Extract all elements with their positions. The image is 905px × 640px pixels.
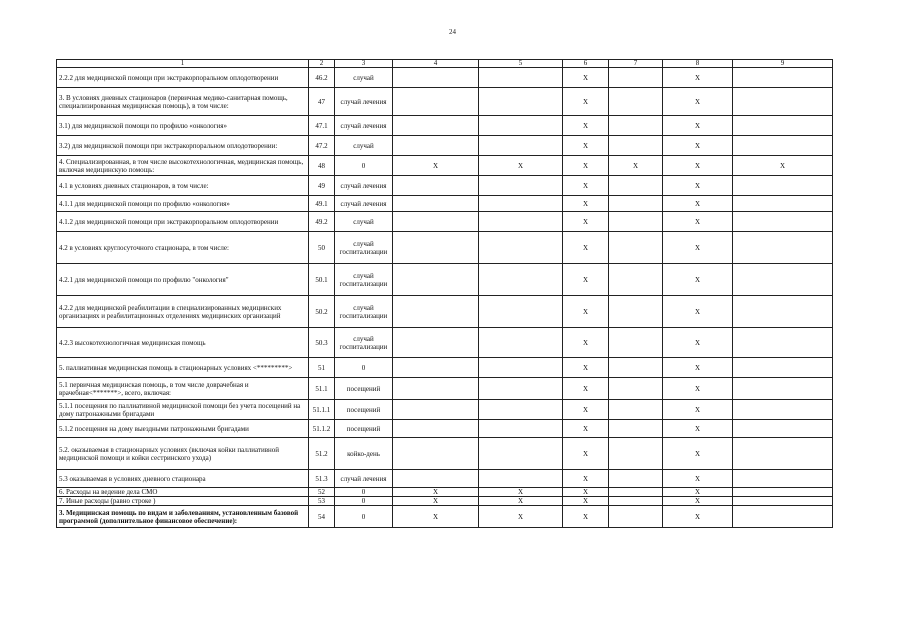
cell-c8 [733,378,833,400]
cell-c8 [733,296,833,328]
row-description: 2.2.2 для медицинской помощи при экстракорпоральном оплодотворении [57,68,309,88]
cell-c7: X [663,68,733,88]
row-description: 4.1 в условиях дневных стационаров, в том числе: [57,176,309,196]
row-code: 50.1 [309,264,335,296]
table-row [57,212,833,232]
table-body [57,60,833,528]
row-description: 4.2.2 для медицинской реабилитации в специализированных медицинских организациях и реабилитационных отделениях медицинских организаций [57,296,309,328]
cell-c6 [609,506,663,528]
row-code: 50 [309,232,335,264]
cell-c8 [733,328,833,358]
cell-c3 [393,136,479,156]
row-description: 4.2.3 высокотехнологичная медицинская помощь [57,328,309,358]
cell-c4 [479,296,563,328]
cell-c3 [393,196,479,212]
cell-c6 [609,196,663,212]
row-unit: 0 [335,488,393,497]
table-row [57,497,833,506]
cell-c4: X [479,488,563,497]
column-header: 6 [563,60,609,68]
cell-c4: X [479,506,563,528]
table-row [57,264,833,296]
cell-c6: X [609,156,663,176]
cell-c4: X [479,497,563,506]
cell-c6 [609,400,663,420]
cell-c7: X [663,156,733,176]
cell-c4 [479,438,563,470]
cell-c3 [393,400,479,420]
row-description: 4.2.1 для медицинской помощи по профилю "онкология" [57,264,309,296]
cell-c5: X [563,116,609,136]
cell-c3 [393,470,479,488]
cell-c6 [609,470,663,488]
cell-c8 [733,176,833,196]
row-unit: посещений [335,420,393,438]
cell-c4 [479,196,563,212]
table-row [57,156,833,176]
row-code: 51.3 [309,470,335,488]
cell-c8: X [733,156,833,176]
cell-c5: X [563,378,609,400]
cell-c4: X [479,156,563,176]
row-code: 51 [309,358,335,378]
cell-c3: X [393,497,479,506]
cell-c6 [609,68,663,88]
row-code: 53 [309,497,335,506]
cell-c8 [733,488,833,497]
cell-c8 [733,358,833,378]
row-code: 47.1 [309,116,335,136]
cell-c7: X [663,488,733,497]
cell-c8 [733,116,833,136]
cell-c6 [609,420,663,438]
row-code: 50.3 [309,328,335,358]
cell-c6 [609,488,663,497]
cell-c8 [733,232,833,264]
cell-c8 [733,68,833,88]
row-code: 47.2 [309,136,335,156]
cell-c5: X [563,156,609,176]
cell-c4 [479,136,563,156]
cell-c3 [393,438,479,470]
table-row [57,378,833,400]
row-code: 47 [309,88,335,116]
cell-c5: X [563,136,609,156]
cell-c7: X [663,506,733,528]
cell-c8 [733,88,833,116]
cell-c8 [733,136,833,156]
cell-c4 [479,470,563,488]
cell-c3 [393,176,479,196]
row-code: 48 [309,156,335,176]
row-description: 4.1.1 для медицинской помощи по профилю «онкология» [57,196,309,212]
cell-c7: X [663,400,733,420]
table-row [57,420,833,438]
row-code: 49.1 [309,196,335,212]
cell-c8 [733,264,833,296]
cell-c5: X [563,264,609,296]
cell-c6 [609,378,663,400]
table-row [57,506,833,528]
row-code: 51.1.1 [309,400,335,420]
row-unit: 0 [335,358,393,378]
cell-c3 [393,212,479,232]
cell-c5: X [563,68,609,88]
cell-c3: X [393,156,479,176]
cell-c5: X [563,176,609,196]
row-code: 50.2 [309,296,335,328]
cell-c6 [609,136,663,156]
cell-c5: X [563,420,609,438]
row-description: 5.1.2 посещения на дому выездными патронажными бригадами [57,420,309,438]
cell-c3 [393,358,479,378]
row-description: 5.3 оказываемая в условиях дневного стационара [57,470,309,488]
column-header: 2 [309,60,335,68]
cell-c5: X [563,358,609,378]
cell-c5: X [563,438,609,470]
cell-c3 [393,328,479,358]
row-unit: случай [335,136,393,156]
column-header: 7 [609,60,663,68]
cell-c5: X [563,296,609,328]
row-unit: случай госпитализации [335,328,393,358]
cell-c7: X [663,176,733,196]
table-row [57,116,833,136]
column-header: 1 [57,60,309,68]
cell-c8 [733,196,833,212]
cell-c7: X [663,497,733,506]
cell-c7: X [663,232,733,264]
row-code: 49 [309,176,335,196]
cell-c5: X [563,470,609,488]
row-description: 4.1.2 для медицинской помощи при экстракорпоральном оплодотворении [57,212,309,232]
table-row [57,196,833,212]
cell-c3 [393,296,479,328]
cell-c7: X [663,378,733,400]
cell-c7: X [663,438,733,470]
cell-c7: X [663,358,733,378]
row-unit: посещений [335,400,393,420]
cell-c4 [479,68,563,88]
row-code: 54 [309,506,335,528]
cell-c8 [733,506,833,528]
row-description: 3. Медицинская помощь по видам и заболеваниям, установленным базовой программой (дополнительное финансовое обеспечение): [57,506,309,528]
cell-c3 [393,68,479,88]
cell-c4 [479,116,563,136]
row-code: 51.1 [309,378,335,400]
table-row [57,176,833,196]
table-row [57,488,833,497]
table-row [57,470,833,488]
cell-c8 [733,400,833,420]
table-row [57,438,833,470]
cell-c7: X [663,88,733,116]
cell-c6 [609,328,663,358]
cell-c4 [479,358,563,378]
cell-c8 [733,470,833,488]
cell-c8 [733,420,833,438]
row-unit: случай [335,212,393,232]
cell-c5: X [563,196,609,212]
cell-c6 [609,264,663,296]
row-description: 4. Специализированная, в том числе высокотехнологичная, медицинская помощь, включая медицинскую помощь: [57,156,309,176]
row-description: 4.2 в условиях круглосуточного стационара, в том числе: [57,232,309,264]
cell-c6 [609,212,663,232]
cell-c7: X [663,296,733,328]
row-unit: случай лечения [335,470,393,488]
cell-c7: X [663,470,733,488]
cell-c3: X [393,488,479,497]
cell-c4 [479,212,563,232]
cell-c5: X [563,328,609,358]
row-unit: случай лечения [335,176,393,196]
row-description: 5.1 первичная медицинская помощь, в том числе доврачебная и врачебная<*******>, всего, включая: [57,378,309,400]
cell-c3 [393,378,479,400]
table-row [57,68,833,88]
cell-c7: X [663,420,733,438]
cell-c5: X [563,506,609,528]
table-row [57,296,833,328]
cell-c6 [609,296,663,328]
row-unit: случай лечения [335,116,393,136]
cell-c4 [479,264,563,296]
row-unit: случай госпитализации [335,232,393,264]
cell-c6 [609,116,663,136]
cell-c6 [609,497,663,506]
row-code: 52 [309,488,335,497]
row-description: 3.1) для медицинской помощи по профилю «онкология» [57,116,309,136]
cell-c5: X [563,232,609,264]
cell-c3 [393,232,479,264]
cell-c4 [479,232,563,264]
row-unit: 0 [335,156,393,176]
cell-c6 [609,232,663,264]
row-description: 7. Иные расходы (равно строке ) [57,497,309,506]
cell-c3 [393,264,479,296]
cell-c7: X [663,264,733,296]
cell-c7: X [663,136,733,156]
row-unit: случай госпитализации [335,264,393,296]
cell-c5: X [563,88,609,116]
cell-c6 [609,438,663,470]
row-description: 5.1.1 посещения по паллиативной медицинской помощи без учета посещений на дому патронажными бригадами [57,400,309,420]
cell-c8 [733,438,833,470]
column-header: 3 [335,60,393,68]
page-number: 24 [449,28,456,36]
column-header: 8 [663,60,733,68]
table-row [57,358,833,378]
cell-c6 [609,88,663,116]
cell-c5: X [563,400,609,420]
cell-c4 [479,378,563,400]
row-unit: случай [335,68,393,88]
row-code: 51.1.2 [309,420,335,438]
cell-c7: X [663,196,733,212]
data-table [56,59,833,528]
row-code: 46.2 [309,68,335,88]
row-unit: 0 [335,506,393,528]
cell-c4 [479,420,563,438]
cell-c6 [609,358,663,378]
cell-c8 [733,212,833,232]
cell-c3 [393,116,479,136]
cell-c5: X [563,212,609,232]
cell-c3 [393,88,479,116]
row-code: 49.2 [309,212,335,232]
row-description: 3.2) для медицинской помощи при экстракорпоральном оплодотворении: [57,136,309,156]
row-unit: случай госпитализации [335,296,393,328]
row-description: 5. паллиативная медицинская помощь в стационарных условиях <*********> [57,358,309,378]
cell-c7: X [663,212,733,232]
cell-c7: X [663,116,733,136]
row-unit: случай лечения [335,88,393,116]
row-description: 5.2. оказываемая в стационарных условиях (включая койки паллиативной медицинской помощи и койки сестринского ухода) [57,438,309,470]
cell-c4 [479,328,563,358]
column-header: 9 [733,60,833,68]
row-unit: случай лечения [335,196,393,212]
table-row [57,136,833,156]
cell-c3 [393,420,479,438]
cell-c4 [479,400,563,420]
column-number-row [57,60,833,68]
column-header: 5 [479,60,563,68]
table-row [57,328,833,358]
cell-c6 [609,176,663,196]
cell-c3: X [393,506,479,528]
table-row [57,88,833,116]
row-code: 51.2 [309,438,335,470]
row-description: 6. Расходы на ведение дела СМО [57,488,309,497]
cell-c7: X [663,328,733,358]
column-header: 4 [393,60,479,68]
row-unit: посещений [335,378,393,400]
row-unit: 0 [335,497,393,506]
table-row [57,400,833,420]
cell-c4 [479,88,563,116]
cell-c5: X [563,488,609,497]
table-row [57,232,833,264]
cell-c8 [733,497,833,506]
cell-c4 [479,176,563,196]
cell-c5: X [563,497,609,506]
row-description: 3. В условиях дневных стационаров (первичная медико-санитарная помощь, специализированная медицинская помощь), в том числе: [57,88,309,116]
row-unit: койко-день [335,438,393,470]
